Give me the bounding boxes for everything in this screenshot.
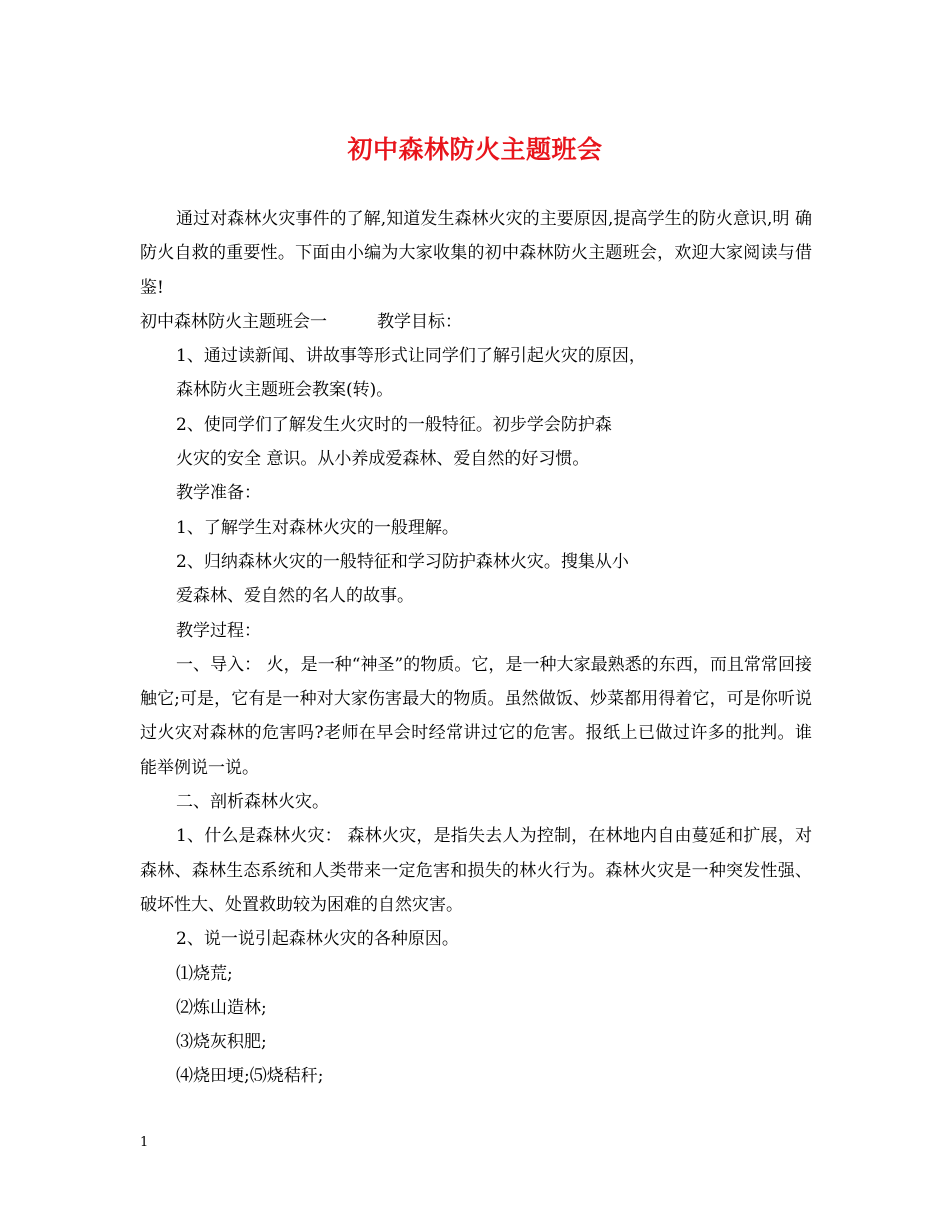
prep-item-1: 1、了解学生对森林火灾的一般理解。 — [176, 517, 459, 538]
prep-item-2-line-1: 2、归纳森林火灾的一般特征和学习防护森林火灾。搜集从小 — [176, 551, 629, 572]
prep-item-2-line-2: 爱森林、爱自然的名人的故事。 — [176, 586, 414, 607]
goal-2-line-2: 火灾的安全 意识。从小养成爱森林、爱自然的好习惯。 — [176, 449, 590, 470]
section-heading — [140, 305, 812, 339]
intro-step-paragraph: 一、导入： 火，是一种“神圣”的物质。它，是一种大家最熟悉的东西，而且常常回接触它;可是，它有是一种对大家伤害最大的物质。虽然做饭、炒菜都用得着它，可是你听说过火灾对森林的危害吗?老师在早会时经常讲过它的危害。报纸上已做过许多的批判。谁能举例说一说。 — [140, 654, 812, 778]
section-heading-goals: 教学目标： — [377, 311, 462, 332]
goal-1-line-1: 1、通过读新闻、讲故事等形式让同学们了解引起火灾的原因， — [176, 346, 646, 367]
goal-2-line-1: 2、使同学们了解发生火灾时的一般特征。初步学会防护森 — [176, 414, 612, 435]
process-heading: 教学过程： — [176, 620, 261, 641]
cause-item-3: ⑶烧灰积肥; — [176, 1032, 267, 1053]
intro-paragraph: 通过对森林火灾事件的了解,知道发生森林火灾的主要原因,提高学生的防火意识,明 确防火自救的重要性。下面由小编为大家收集的初中森林防火主题班会，欢迎大家阅读与借鉴! — [140, 209, 812, 298]
cause-item-4: ⑷烧田埂;⑸烧秸秆; — [176, 1066, 324, 1087]
page-number: 1 — [140, 1135, 149, 1150]
goal-1-line-2: 森林防火主题班会教案(转)。 — [176, 380, 394, 401]
document-title: 初中森林防火主题班会 — [347, 135, 603, 164]
cause-item-2: ⑵炼山造林; — [176, 997, 267, 1018]
analysis-item-1: 1、什么是森林火灾： 森林火灾，是指失去人为控制，在林地内自由蔓延和扩展，对森林、森林生态系统和人类带来一定危害和损失的林火行为。森林火灾是一种突发性强、破坏性大、处置救助较为困难的自然灾害。 — [140, 826, 812, 915]
prep-heading: 教学准备： — [176, 483, 261, 504]
analysis-heading: 二、剖析森林火灾。 — [176, 792, 329, 813]
document-body — [140, 202, 812, 1094]
cause-item-1: ⑴烧荒; — [176, 963, 233, 984]
section-heading-title: 初中森林防火主题班会一 — [140, 311, 327, 332]
analysis-item-2: 2、说一说引起森林火灾的各种原因。 — [176, 929, 459, 950]
